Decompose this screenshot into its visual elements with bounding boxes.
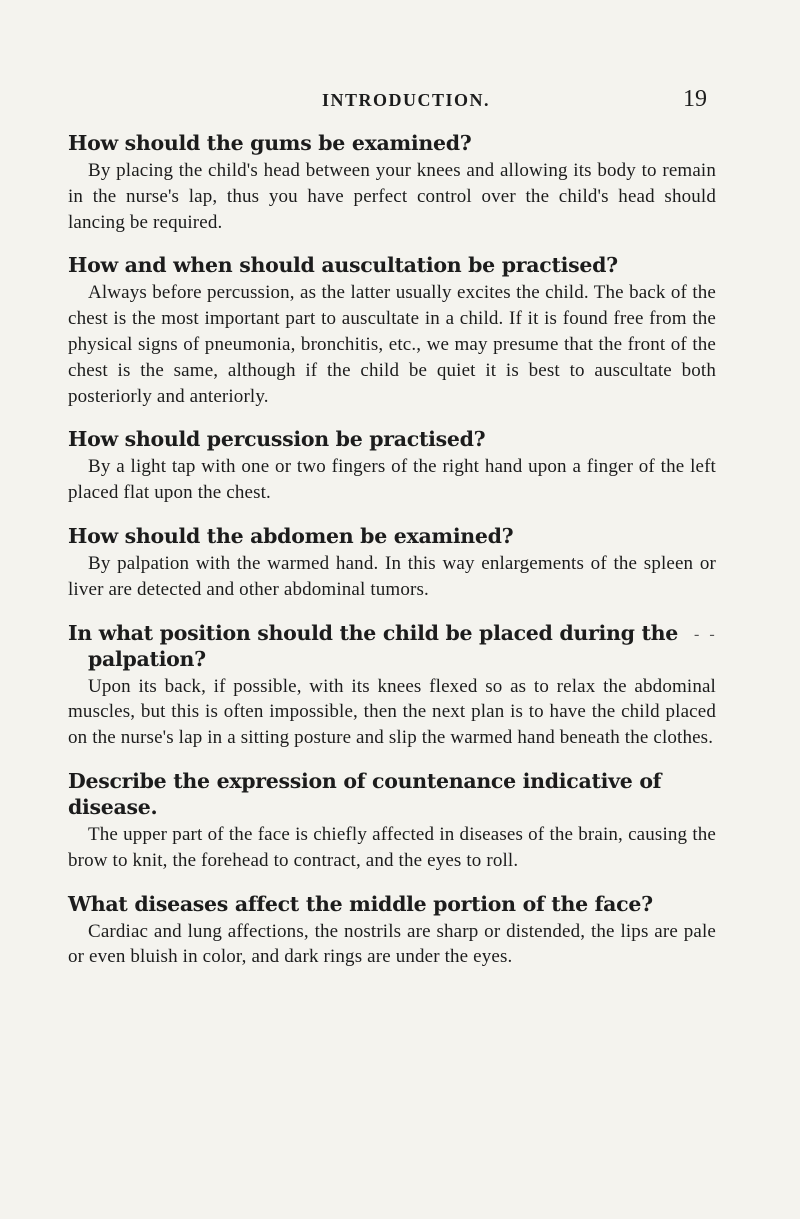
page-number: 19 (683, 86, 707, 112)
qa-middle-face (68, 891, 716, 971)
qa-abdomen (68, 523, 716, 603)
question-heading: What diseases affect the middle portion of the face? (68, 891, 653, 916)
running-head-title: INTRODUCTION. (322, 90, 491, 110)
answer-paragraph: By palpation with the warmed hand. In this way enlargements of the spleen or liver are detected and other abdominal tumors. (68, 552, 716, 600)
answer-paragraph: Cardiac and lung affections, the nostrils are sharp or distended, the lips are pale or even bluish in color, and dark rings are under the eyes. (68, 920, 716, 968)
answer-paragraph: By a light tap with one or two fingers of the right hand upon a finger of the left placed flat upon the chest. (68, 456, 716, 504)
question-heading: How and when should auscultation be practised? (68, 253, 618, 278)
question-heading: How should percussion be practised? (68, 427, 486, 452)
answer-paragraph: Upon its back, if possible, with its knees flexed so as to relax the abdominal muscles, but this is often impossible, then the next plan is to have the child placed on the nurse's lap in a sitting posture and slip the warmed hand beneath the clothes. (68, 675, 716, 749)
qa-countenance (68, 768, 716, 874)
question-heading: In what position should the child be placed during the palpation? (68, 620, 678, 671)
print-mark: - - (694, 626, 718, 643)
qa-gums (68, 130, 716, 235)
question-heading: How should the abdomen be examined? (68, 523, 514, 548)
answer-paragraph: The upper part of the face is chiefly affected in diseases of the brain, causing the brow to knit, the forehead to contract, and the eyes to roll. (68, 823, 716, 871)
page-body (68, 130, 716, 987)
qa-auscultation (68, 252, 716, 409)
answer-paragraph: Always before percussion, as the latter usually excites the child. The back of the chest is the most important part to auscultate in a child. If it is found free from the physical signs of pneumonia, bronchitis, etc., we may presume that the front of the chest is the same, although if the child be quiet it is best to auscultate both posteriorly and anteriorly. (68, 282, 716, 407)
qa-percussion (68, 426, 716, 506)
answer-paragraph: By placing the child's head between your knees and allowing its body to remain in the nurse's lap, thus you have perfect control over the child's head should lancing be required. (68, 160, 716, 233)
question-heading: How should the gums be examined? (68, 131, 472, 155)
running-head (0, 86, 800, 120)
qa-palpation-position (68, 620, 716, 751)
question-heading: Describe the expression of countenance indicative of disease. (68, 768, 662, 819)
